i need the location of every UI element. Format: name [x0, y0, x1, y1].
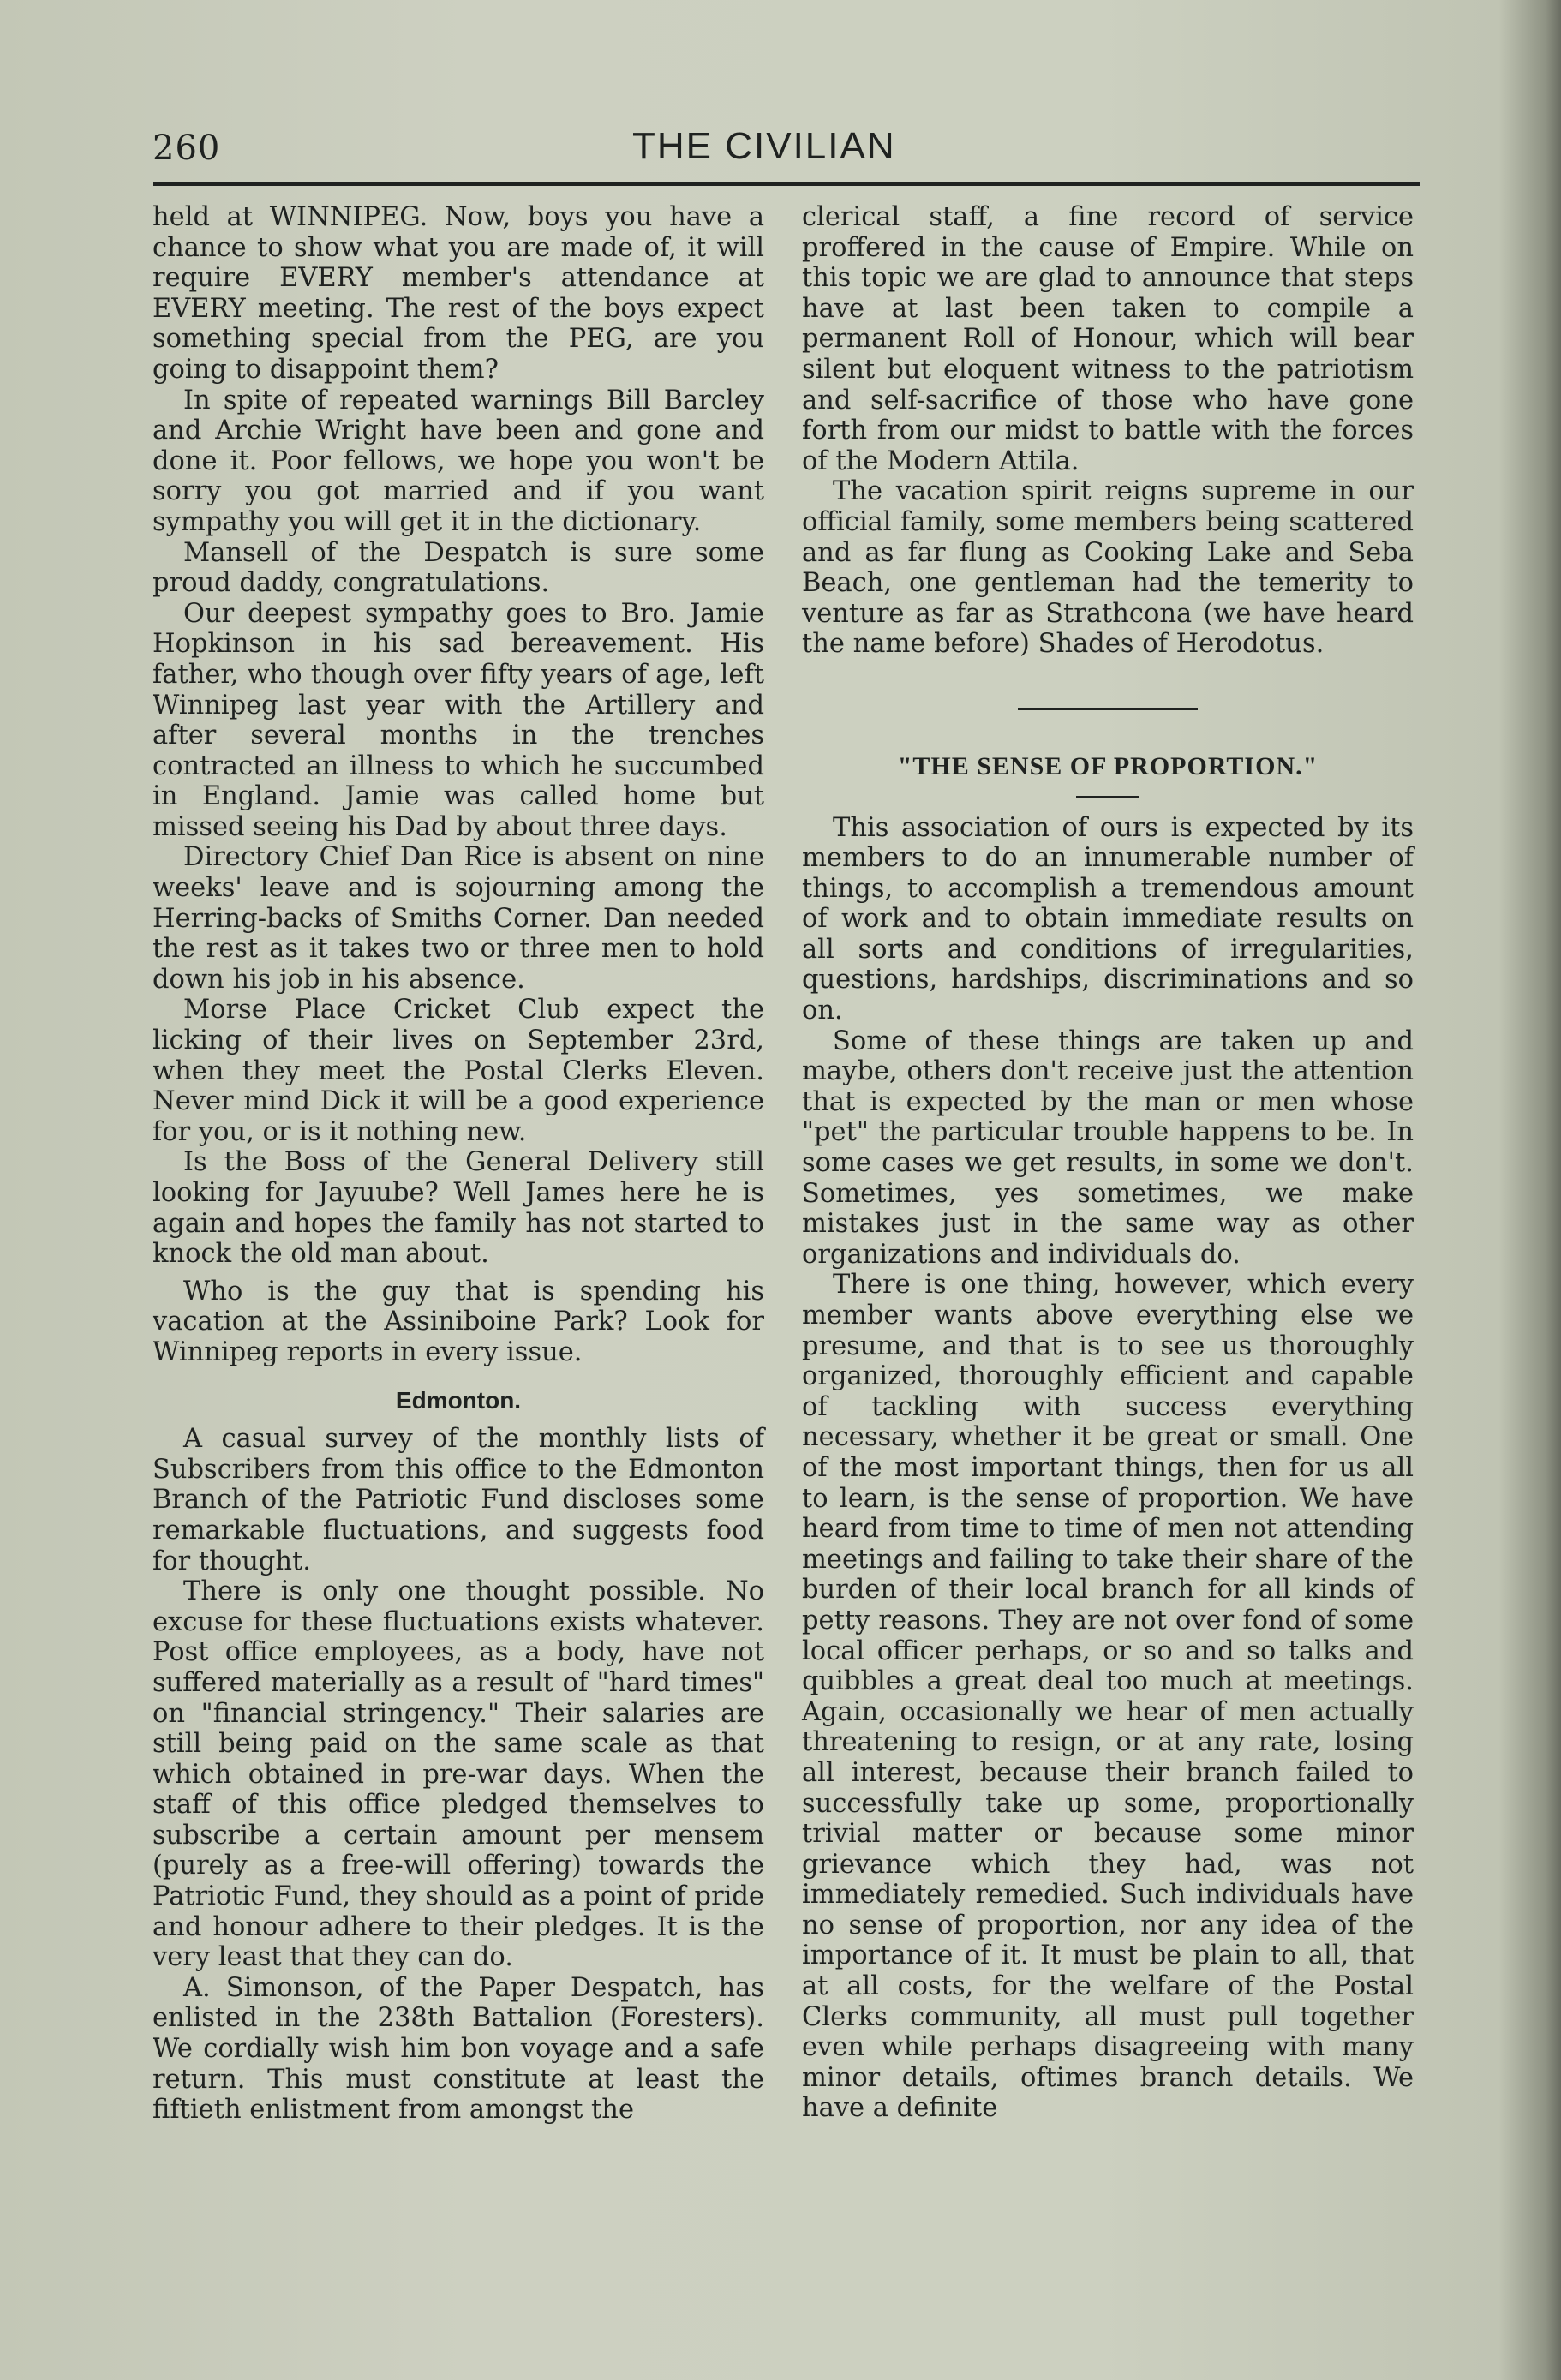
- paragraph: Some of these things are taken up and maybe, others don't receive just the attention that is expected by the man or men whose "pet" the particular trouble happens to be. In some cases we get results, in some we don't. Sometimes, yes sometimes, we make mistakes just in the same way as other organizations and individuals do.: [802, 1026, 1414, 1270]
- paragraph: Is the Boss of the General Delivery still looking for Jayuube? Well James here he is again and hopes the family has not started to knock the old man about.: [153, 1147, 764, 1270]
- header-rule: [153, 182, 1420, 186]
- paragraph: There is one thing, however, which every member wants above everything else we presume, and that is to see us thoroughly organized, thoroughly efficient and capable of tackling with success everything necessary, whether it be great or small. One of the most important things, then for us all to learn, is the sense of proportion. We have heard from time to time of men not attending meetings and failing to take their share of the burden of their local branch for all kinds of petty reasons. They are not over fond of some local officer perhaps, or so and so talks and quibbles a great deal too much at meetings. Again, occasionally we hear of men actually threatening to resign, or at any rate, losing all interest, because their branch failed to successfully take up some, proportionally trivial matter or because some minor grievance which they had, was not immediately remedied. Such individuals have no sense of proportion, nor any idea of the importance of it. It must be plain to all, that at all costs, for the welfare of the Postal Clerks community, all must pull together even while perhaps disagreeing with many minor details, oftimes branch details. We have a definite: [802, 1270, 1414, 2124]
- paragraph: held at WINNIPEG. Now, boys you have a chance to show what you are made of, it will require EVERY member's attendance at EVERY meeting. The rest of the boys expect something special from the PEG, are you going to disappoint them?: [153, 202, 764, 385]
- right-column: [802, 202, 1414, 2124]
- paragraph: Directory Chief Dan Rice is absent on nine weeks' leave and is sojourning among the Herring-backs of Smiths Corner. Dan needed the rest as it takes two or three men to hold down his job in his absence.: [153, 842, 764, 995]
- paragraph: In spite of repeated warnings Bill Barcley and Archie Wright have been and gone and done it. Poor fellows, we hope you won't be sorry you got married and if you want sympathy you will get it in the dictionary.: [153, 385, 764, 537]
- paragraph: clerical staff, a fine record of service proffered in the cause of Empire. While on this topic we are glad to announce that steps have at last been taken to compile a permanent Roll of Honour, which will bear silent but eloquent witness to the patriotism and self-sacrifice of those who have gone forth from our midst to battle with the forces of the Modern Attila.: [802, 202, 1414, 476]
- paragraph: A. Simonson, of the Paper Despatch, has enlisted in the 238th Battalion (Foresters). We cordially wish him bon voyage and a safe return. This must constitute at least the fiftieth enlistment from amongst the: [153, 1972, 764, 2126]
- article-title: "THE SENSE OF PROPORTION.": [897, 751, 1319, 780]
- paragraph: The vacation spirit reigns supreme in our official family, some members being scattered and as far flung as Cooking Lake and Seba Beach, one gentleman had the temerity to venture as far as Strathcona (we have heard the name before) Shades of Herodotus.: [802, 476, 1414, 660]
- page-number: 260: [153, 129, 221, 168]
- publication-title: THE CIVILIAN: [632, 125, 896, 167]
- paragraph: Our deepest sympathy goes to Bro. Jamie Hopkinson in his sad bereavement. His father, who though over fifty years of age, left Winnipeg last year with the Artillery and after several months in the trenches contracted an illness to which he succumbed in England. Jamie was called home but missed seeing his Dad by about three days.: [153, 598, 764, 842]
- paragraph: There is only one thought possible. No excuse for these fluctuations exists whatever. Post office employees, as a body, have not suffered materially as a result of "hard times" on "financial stringency." Their salaries are still being paid on the same scale as that which obtained in pre-war days. When the staff of this office pledged themselves to subscribe a certain amount per mensem (purely as a free-will offering) towards the Patriotic Fund, they should as a point of pride and honour adhere to their pledges. It is the very least that they can do.: [153, 1576, 764, 1973]
- paragraph: Mansell of the Despatch is sure some proud daddy, congratulations.: [153, 537, 764, 599]
- paragraph: This association of ours is expected by its members to do an innumerable number of things, to accomplish a tremendous amount of work and to obtain immediate results on all sorts and conditions of irregularities, questions, hardships, discriminations and so on.: [802, 812, 1414, 1026]
- paragraph: Who is the guy that is spending his vacation at the Assiniboine Park? Look for Winnipeg reports in every issue.: [153, 1276, 764, 1367]
- section-divider: [1018, 708, 1198, 710]
- section-heading-edmonton: Edmonton.: [395, 1386, 522, 1414]
- left-column: [153, 202, 764, 2126]
- page-header: [153, 120, 1420, 180]
- title-divider: [1076, 796, 1139, 798]
- paragraph: A casual survey of the monthly lists of Subscribers from this office to the Edmonton Branch of the Patriotic Fund discloses some remarkable fluctuations, and suggests food for thought.: [153, 1424, 764, 1576]
- paragraph: Morse Place Cricket Club expect the licking of their lives on September 23rd, when they meet the Postal Clerks Eleven. Never mind Dick it will be a good experience for you, or is it nothing new.: [153, 995, 764, 1147]
